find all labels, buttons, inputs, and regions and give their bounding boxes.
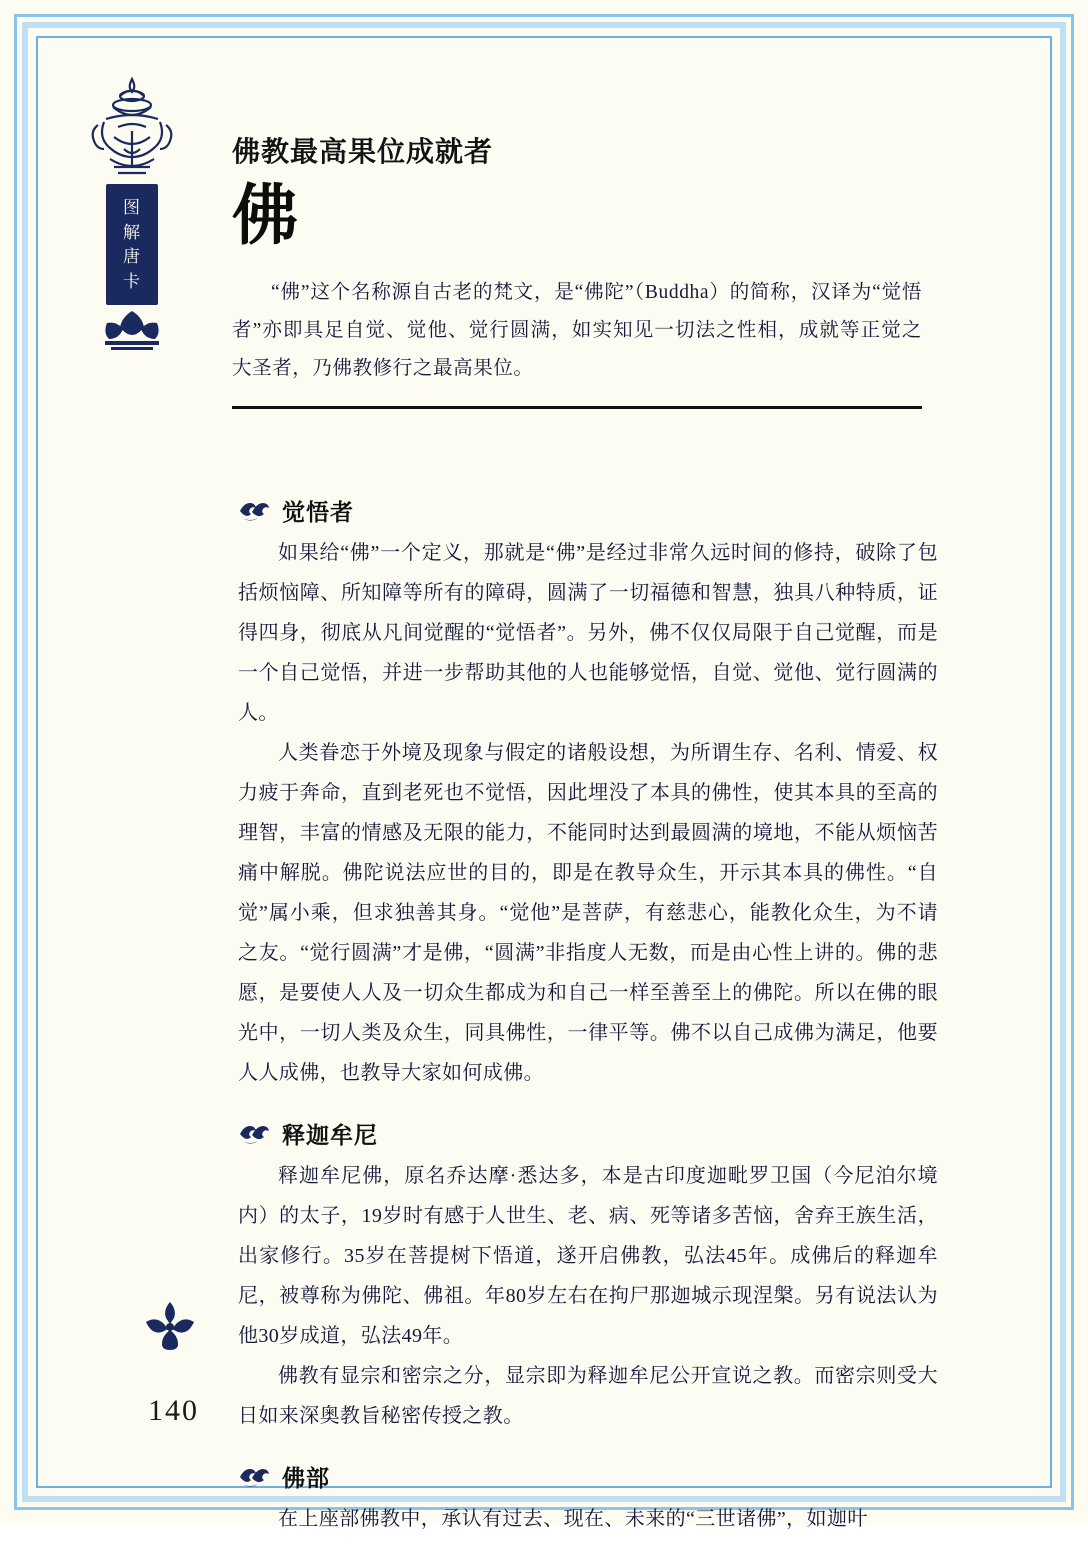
page-number: 140 <box>148 1394 199 1427</box>
section-marker-icon <box>238 1465 272 1489</box>
section-marker-icon <box>238 499 272 523</box>
footer-floral-ornament-icon <box>140 1296 200 1356</box>
article-lead-paragraph: “佛”这个名称源自古老的梵文，是“佛陀”（Buddha）的简称，汉译为“觉悟者”亦即具足自觉、觉他、觉行圆满，如实知见一切法之性相，成就等正觉之大圣者，乃佛教修行之最高果位。 <box>232 282 922 380</box>
article-body <box>238 470 938 1549</box>
lotus-base-ornament-icon <box>97 305 167 355</box>
section-paragraph: 如果给“佛”一个定义，那就是“佛”是经过非常久远时间的修持，破除了包括烦恼障、所知障等所有的障碍，圆满了一切福德和智慧，独具八种特质，证得四身，彻底从凡间觉醒的“觉悟者”。另外，佛不仅仅局限于自己觉醒，而是一个自己觉悟，并进一步帮助其他的人也能够觉悟，自觉、觉他、觉行圆满的人。 <box>238 542 938 724</box>
section-title: 觉悟者 <box>282 499 354 525</box>
section-buddha-family <box>238 1460 938 1539</box>
series-title-char-4: 卡 <box>123 271 141 291</box>
header-divider <box>232 406 922 409</box>
section-paragraph: 佛教有显宗和密宗之分，显宗即为释迦牟尼公开宣说之教。而密宗则受大日如来深奥教旨秘密传授之教。 <box>238 1365 938 1427</box>
series-title-char-1: 图 <box>123 198 141 217</box>
section-paragraph: 在上座部佛教中，承认有过去、现在、未来的“三世诸佛”，如迦叶 <box>278 1508 868 1530</box>
stupa-vase-ornament-icon <box>80 75 184 179</box>
section-marker-icon <box>238 1122 272 1146</box>
section-title: 释迦牟尼 <box>282 1122 378 1148</box>
page-title: 佛 <box>232 178 300 252</box>
section-awakened-one <box>238 494 938 1093</box>
article-header <box>232 130 932 409</box>
section-title: 佛部 <box>282 1465 330 1491</box>
section-heading <box>238 1460 938 1493</box>
section-paragraph: 释迦牟尼佛，原名乔达摩·悉达多，本是古印度迦毗罗卫国（今尼泊尔境内）的太子，19岁时有感于人世生、老、病、死等诸多苦恼，舍弃王族生活，出家修行。35岁在菩提树下悟道，遂开启佛教，弘法45年。成佛后的释迦牟尼，被尊称为佛陀、佛祖。年80岁左右在拘尸那迦城示现涅槃。另有说法认为他30岁成道，弘法49年。 <box>238 1165 938 1347</box>
section-paragraph: 人类眷恋于外境及现象与假定的诸般设想，为所谓生存、名利、情爱、权力疲于奔命，直到老死也不觉悟，因此埋没了本具的佛性，使其本具的至高的理智，丰富的情感及无限的能力，不能同时达到最圆满的境地，不能从烦恼苦痛中解脱。佛陀说法应世的目的，即是在教导众生，开示其本具的佛性。“自觉”属小乘，但求独善其身。“觉他”是菩萨，有慈悲心，能教化众生，为不请之友。“觉行圆满”才是佛，“圆满”非指度人无数，而是由心性上讲的。佛的悲愿，是要使人人及一切众生都成为和自己一样至善至上的佛陀。所以在佛的眼光中，一切人类及众生，同具佛性，一律平等。佛不以自己成佛为满足，他要人人成佛，也教导大家如何成佛。 <box>238 742 938 1084</box>
series-title-char-3: 唐 <box>123 247 141 267</box>
section-shakyamuni <box>238 1117 938 1436</box>
page-content <box>40 40 1048 1530</box>
series-ornament <box>78 75 186 360</box>
series-title-char-2: 解 <box>123 222 141 242</box>
section-heading <box>238 494 938 527</box>
article-subject-line: 佛教最高果位成就者 <box>232 136 494 167</box>
section-heading <box>238 1117 938 1150</box>
series-title-plate <box>106 184 158 305</box>
